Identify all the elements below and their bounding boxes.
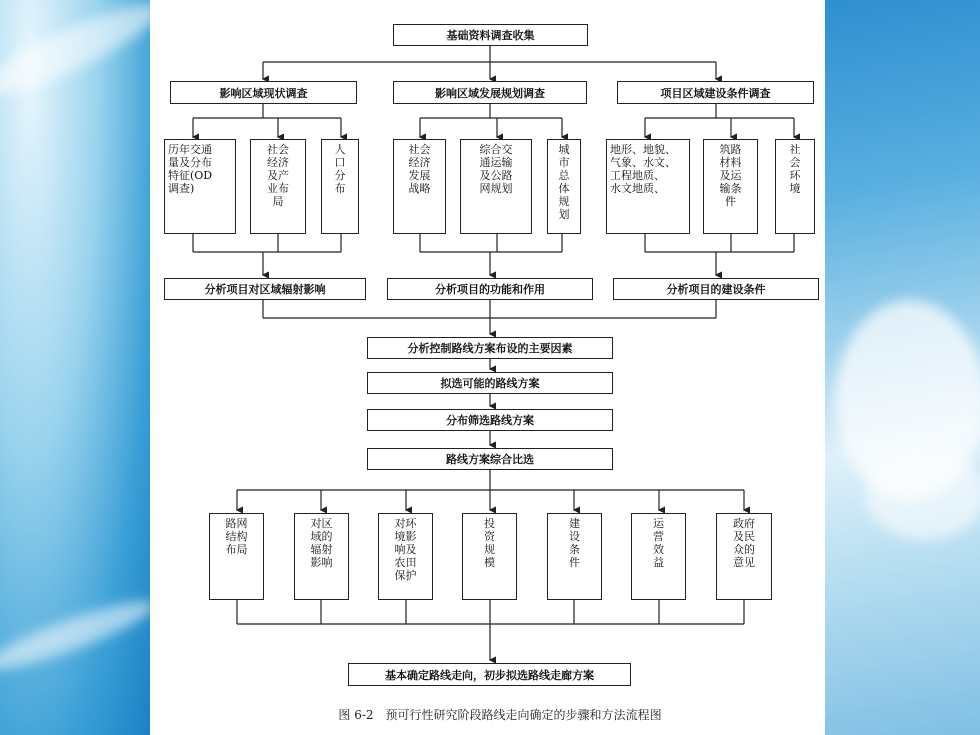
node-analysis-impact: 分析项目对区域辐射影响 bbox=[164, 278, 366, 300]
node-factor-opinion: 政府 及民 众的 意见 bbox=[716, 513, 772, 600]
node-g1-population: 人 口 分 布 bbox=[321, 139, 359, 234]
node-g2-urban: 城 市 总 体 规 划 bbox=[547, 139, 581, 234]
node-g3-terrain: 地形、地貌、 气象、水文、 工程地质、 水文地质、 bbox=[606, 139, 690, 234]
node-level1-current: 影响区域现状调查 bbox=[170, 81, 357, 104]
node-analysis-conditions: 分析项目的建设条件 bbox=[613, 278, 819, 300]
node-final: 基本确定路线走向，初步拟选路线走廊方案 bbox=[348, 663, 631, 686]
node-factor-construction: 建 设 条 件 bbox=[547, 513, 602, 600]
node-level1-planning: 影响区域发展规划调查 bbox=[393, 81, 587, 104]
node-factor-impact: 对区 域的 辐射 影响 bbox=[294, 513, 349, 600]
node-factor-environment: 对环 境影 响及 农田 保护 bbox=[378, 513, 433, 600]
node-top: 基础资料调查收集 bbox=[393, 24, 588, 46]
node-factor-investment: 投 资 规 模 bbox=[462, 513, 517, 600]
node-factor-network: 路网 结构 布局 bbox=[209, 513, 264, 600]
node-g2-strategy: 社会 经济 发展 战略 bbox=[393, 139, 446, 234]
figure-caption: 图 6-2 预可行性研究阶段路线走向确定的步骤和方法流程图 bbox=[338, 708, 662, 722]
node-g1-traffic: 历年交通 量及分布 特征(OD 调查) bbox=[164, 139, 236, 234]
node-g2-network: 综合交 通运输 及公路 网规划 bbox=[460, 139, 532, 234]
node-chain-factors: 分析控制路线方案布设的主要因素 bbox=[367, 337, 613, 359]
node-chain-screen: 分布筛选路线方案 bbox=[367, 409, 613, 431]
node-g3-environment: 社 会 环 境 bbox=[775, 139, 815, 234]
node-level1-conditions: 项目区域建设条件调查 bbox=[617, 81, 814, 104]
node-chain-propose: 拟选可能的路线方案 bbox=[367, 372, 613, 394]
node-analysis-function: 分析项目的功能和作用 bbox=[387, 278, 593, 300]
node-g3-materials: 筑路 材料 及运 输条 件 bbox=[703, 139, 758, 234]
node-chain-compare: 路线方案综合比选 bbox=[367, 448, 613, 470]
node-factor-operation: 运 营 效 益 bbox=[631, 513, 686, 600]
node-g1-economy: 社会 经济 及产 业布 局 bbox=[250, 139, 306, 234]
